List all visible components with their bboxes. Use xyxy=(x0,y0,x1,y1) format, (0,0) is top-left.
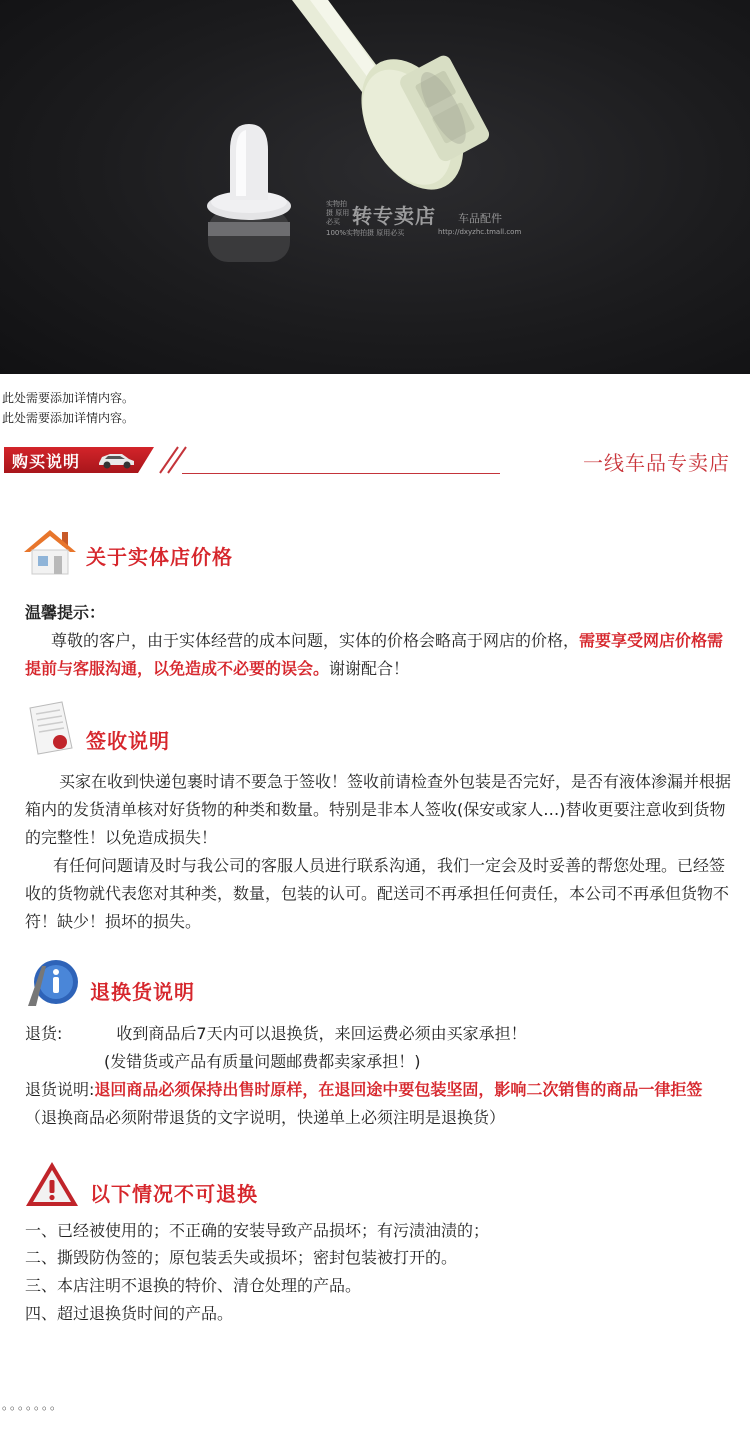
watermark-tag: 车品配件 xyxy=(458,212,502,225)
watermark-url: http://dxyzhc.tmall.com xyxy=(438,228,522,236)
no-return-item: 一、已经被使用的；不正确的安装导致产品损坏；有污渍油渍的； xyxy=(25,1221,490,1240)
product-photo xyxy=(0,0,750,374)
info-icon xyxy=(26,956,80,1010)
placeholder-note: 此处需要添加详情内容。 xyxy=(2,411,135,425)
price-paragraph xyxy=(25,627,733,683)
warning-icon xyxy=(24,1158,82,1214)
return-desc xyxy=(25,1076,733,1132)
store-name: 一线车品专卖店 xyxy=(583,451,730,475)
watermark-small-text: 实物拍摄 原用必买 xyxy=(326,200,350,226)
watermark-caption: 100%实物拍摄 原用必买 xyxy=(326,229,405,237)
stripe-decoration xyxy=(158,445,188,475)
header-divider xyxy=(182,473,500,474)
buy-banner-title: 购买说明 xyxy=(12,452,81,471)
no-return-item: 二、撕毁防伪签的；原包装丢失或损坏；密封包装被打开的。 xyxy=(25,1248,458,1267)
car-icon xyxy=(96,447,136,471)
return-note: (发错货或产品有质量问题邮费都卖家承担！) xyxy=(104,1052,421,1071)
return-row xyxy=(25,1020,733,1048)
tip-label: 温馨提示： xyxy=(25,603,106,622)
return-label: 退货: xyxy=(25,1024,63,1043)
price-text: 尊敬的客户，由于实体经营的成本问题，实体的价格会略高于网店的价格， xyxy=(51,631,580,650)
watermark xyxy=(326,198,526,244)
signing-paragraph-2: 有任何问题请及时与我公司的客服人员进行联系沟通，我们一定会及时妥善的帮您处理。已经签收的货物就代表您对其种类，数量，包装的认可。配送司不再承担任何责任，本公司不再承但货物不符！缺少！损坏的损失。 xyxy=(25,856,730,931)
no-return-item: 三、本店注明不退换的特价、清仓处理的产品。 xyxy=(25,1276,362,1295)
section-title-returns: 退换货说明 xyxy=(90,980,195,1004)
signing-paragraph-1: 买家在收到快递包裹时请不要急于签收！签收前请检查外包装是否完好，是否有液体渗漏并根据箱内的发货清单核对好货物的种类和数量。特别是非本人签收(保安或家人…)替收更要注意收到货物的完整性！以免造成损失！ xyxy=(25,772,732,847)
watermark-store-text: 转专卖店 xyxy=(352,204,436,228)
house-icon xyxy=(22,526,78,578)
no-return-item: 四、超过退换货时间的产品。 xyxy=(25,1304,234,1323)
section-title-no-returns: 以下情况不可退换 xyxy=(90,1182,258,1206)
price-thanks: 谢谢配合！ xyxy=(329,659,410,678)
section-title-signing: 签收说明 xyxy=(86,729,170,753)
product-clips-illustration xyxy=(0,0,750,374)
footer-dots: 。。。。。。。 xyxy=(2,1398,65,1412)
return-text: 收到商品后7天内可以退换货，来回运费必须由买家承担！ xyxy=(116,1024,527,1043)
return-desc-note: （退换商品必须附带退货的文字说明，快递单上必须注明是退换货） xyxy=(25,1108,506,1127)
price-highlight: 需要享受网店价格需提前与客服沟通，以免造成不必要的误会。 xyxy=(25,631,724,678)
document-icon xyxy=(24,700,78,756)
return-desc-highlight: 退回商品必须保持出售时原样，在退回途中要包装坚固，影响二次销售的商品一律拒签 xyxy=(94,1080,703,1099)
return-desc-label: 退货说明: xyxy=(25,1080,95,1099)
placeholder-note: 此处需要添加详情内容。 xyxy=(2,391,135,405)
section-title-price: 关于实体店价格 xyxy=(86,545,233,569)
